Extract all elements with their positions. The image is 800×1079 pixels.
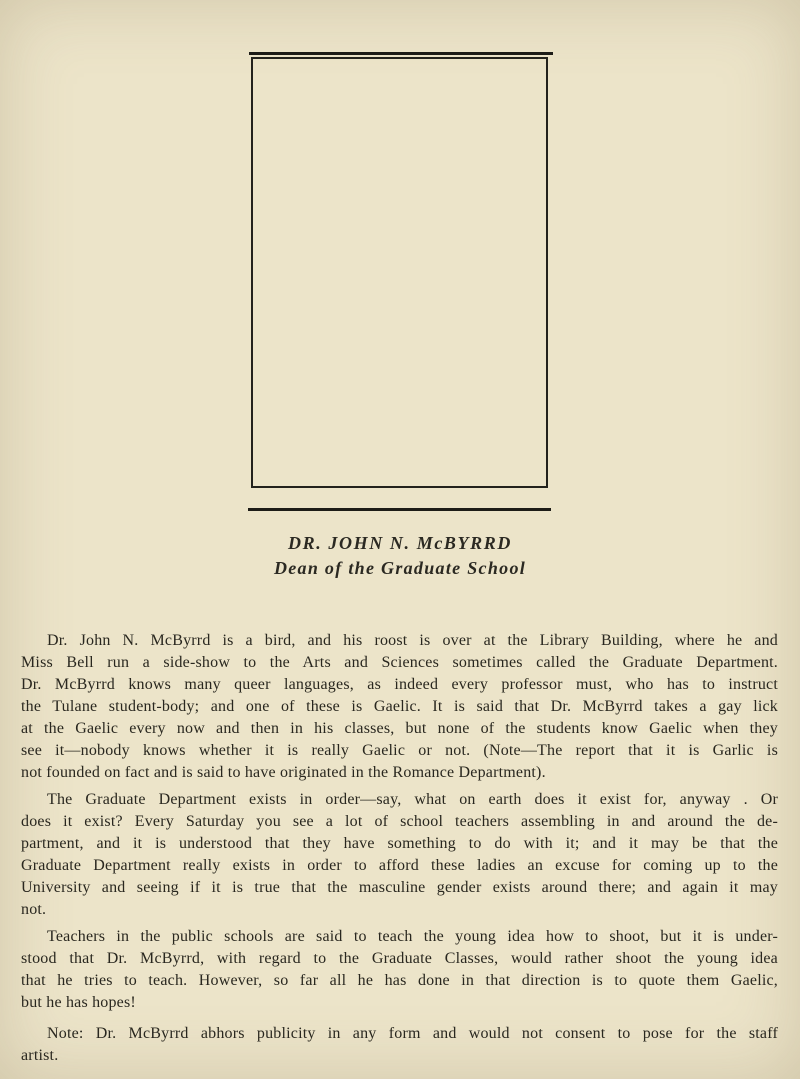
text-line: not. bbox=[21, 901, 47, 918]
bottom-rule bbox=[248, 508, 551, 511]
text-line: but he has hopes! bbox=[21, 994, 136, 1011]
paragraph bbox=[21, 1023, 778, 1067]
text-line: University and seeing if it is true that the masculine gender exists around there; and again it may bbox=[21, 879, 778, 896]
paragraph bbox=[21, 630, 778, 784]
text-line: Graduate Department really exists in order to afford these ladies an excuse for coming up to the bbox=[21, 857, 778, 874]
caption-name: DR. JOHN N. McBYRRD bbox=[288, 533, 512, 553]
text-line: Dr. John N. McByrrd is a bird, and his roost is over at the Library Building, where he and bbox=[47, 632, 778, 649]
text-line: artist. bbox=[21, 1047, 59, 1064]
text-line: at the Gaelic every now and then in his classes, but none of the students know Gaelic when they bbox=[21, 720, 778, 737]
text-line: partment, and it is understood that they have something to do with it; and it may be that the bbox=[21, 835, 778, 852]
text-line: The Graduate Department exists in order—say, what on earth does it exist for, anyway . Or bbox=[47, 791, 778, 808]
portrait-frame bbox=[251, 57, 548, 488]
text-line: see it—nobody knows whether it is really Gaelic or not. (Note—The report that it is Garlic is bbox=[21, 742, 778, 759]
body-text bbox=[21, 630, 778, 1072]
text-line: Teachers in the public schools are said to teach the young idea how to shoot, but it is under- bbox=[47, 928, 778, 945]
caption-role: Dean of the Graduate School bbox=[273, 558, 527, 578]
text-line: Dr. McByrrd knows many queer languages, as indeed every professor must, who has to instruct bbox=[21, 676, 778, 693]
text-line: not founded on fact and is said to have originated in the Romance Department). bbox=[21, 764, 546, 781]
text-line: that he tries to teach. However, so far all he has done in that direction is to quote them Gaelic, bbox=[21, 972, 778, 989]
top-rule bbox=[249, 52, 553, 55]
text-line: does it exist? Every Saturday you see a lot of school teachers assembling in and around the de- bbox=[21, 813, 778, 830]
text-line: Note: Dr. McByrrd abhors publicity in any form and would not consent to pose for the staff bbox=[47, 1025, 778, 1042]
text-line: Miss Bell run a side-show to the Arts and Sciences sometimes called the Graduate Department. bbox=[21, 654, 778, 671]
text-line: stood that Dr. McByrrd, with regard to the Graduate Classes, would rather shoot the young idea bbox=[21, 950, 778, 967]
caption bbox=[0, 531, 800, 580]
paragraph bbox=[21, 926, 778, 1014]
text-line: the Tulane student-body; and one of these is Gaelic. It is said that Dr. McByrrd takes a gay lick bbox=[21, 698, 778, 715]
paragraph bbox=[21, 789, 778, 921]
